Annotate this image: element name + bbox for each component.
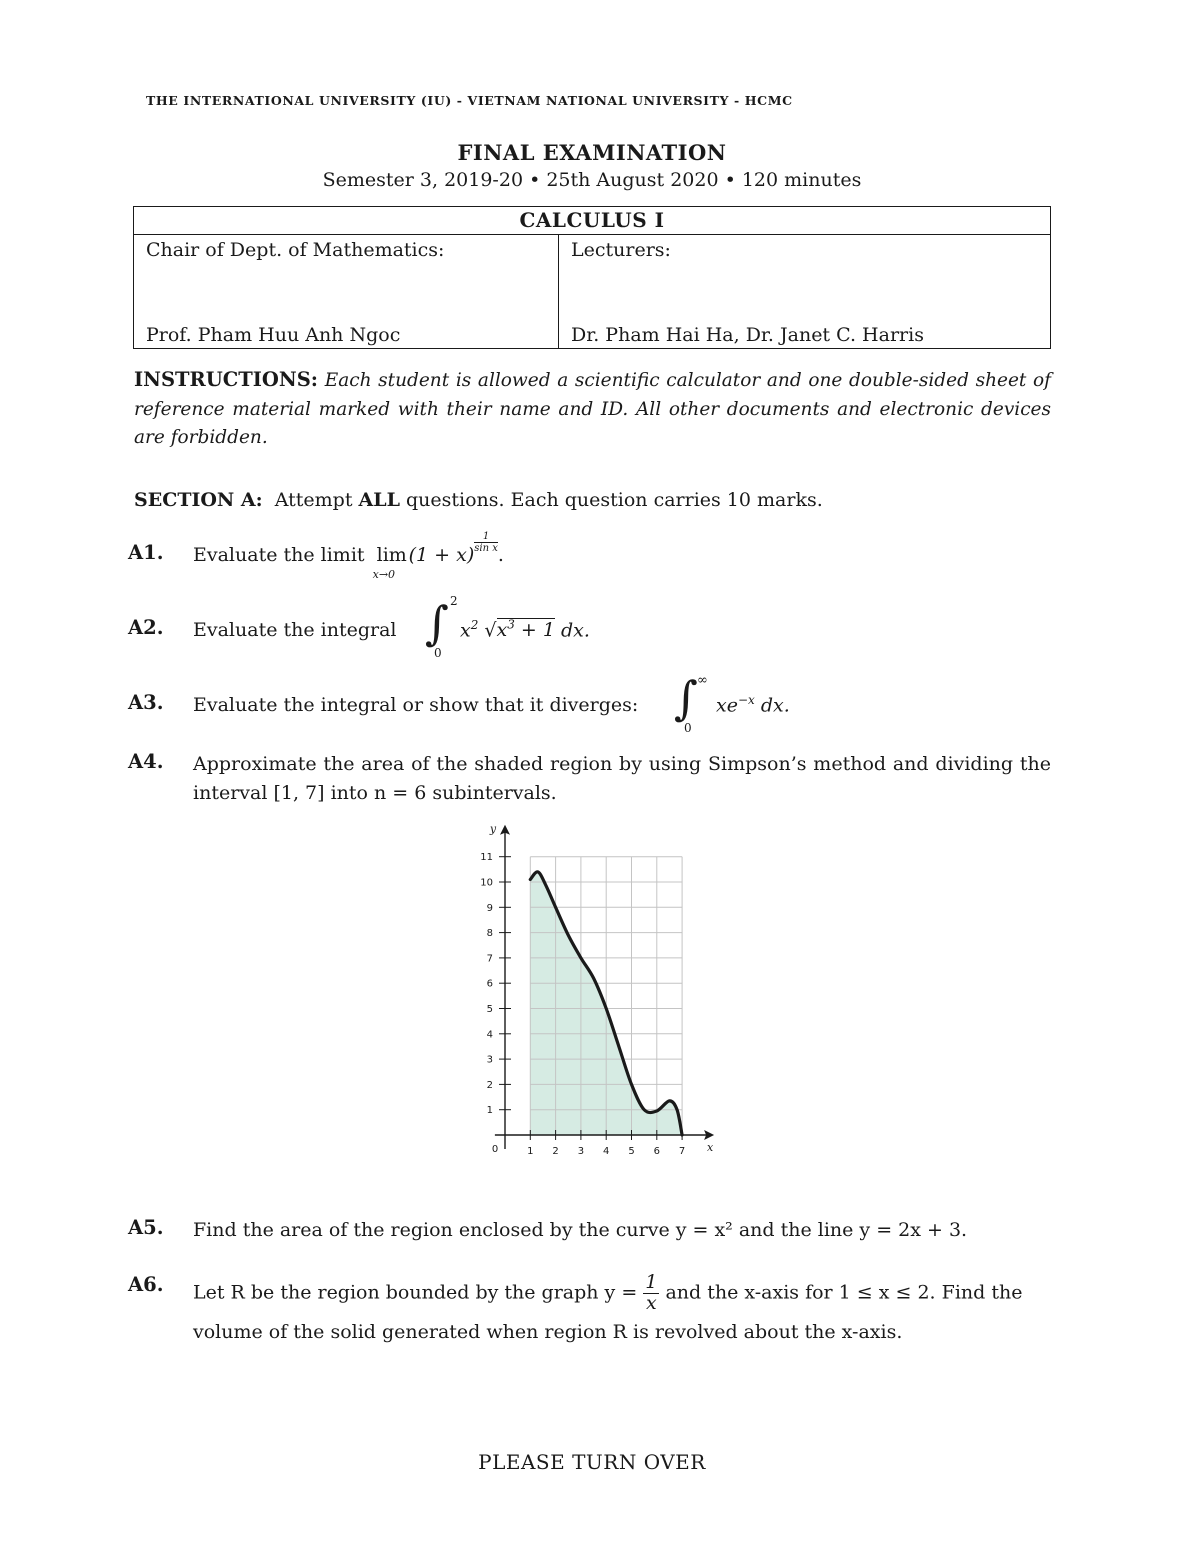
lecturers-names: Dr. Pham Hai Ha, Dr. Janet C. Harris (571, 324, 924, 346)
question-text: Find the area of the region enclosed by the curve y = x² and the line y = 2x + 3. (193, 1219, 968, 1241)
question-label: A1. (128, 541, 164, 564)
x-axis-label: x (706, 1141, 714, 1154)
instructions-text: Each student is allowed a scientific calculator and one double-sided sheet of reference material marked with their name and ID. All other documents and electronic devices are forbidden. (134, 370, 1051, 448)
y-tick-label: 3 (486, 1054, 493, 1066)
question-a3-text: Evaluate the integral or show that it diverges: (193, 694, 639, 716)
a1-tail: . (497, 544, 504, 566)
a6-text-a: Let R be the region bounded by the graph y = (193, 1281, 638, 1304)
y-tick-label: 6 (486, 978, 493, 990)
integrand-exp: −x (737, 693, 755, 707)
instructions-label: INSTRUCTIONS: (134, 368, 318, 391)
exponent-num: 1 (474, 531, 498, 543)
section-a-label: SECTION A: (134, 489, 263, 511)
x-tick-label: 3 (577, 1146, 585, 1157)
integrand (716, 693, 790, 716)
simpson-chart (470, 815, 730, 1165)
y-tick-label: 9 (486, 902, 493, 914)
integral-lower: 0 (434, 646, 442, 660)
x-tick-label: 4 (603, 1146, 610, 1157)
limit-operator: lim x→0 (377, 541, 427, 570)
exponent-den: sin x (474, 543, 498, 554)
integral-upper: ∞ (697, 673, 708, 688)
instructions (134, 366, 1051, 453)
integral-upper: 2 (450, 594, 458, 608)
lecturers-cell (559, 235, 1051, 349)
y-axis-label: y (489, 822, 497, 836)
lecturers-label: Lecturers: (571, 239, 671, 261)
integrand-tail: dx. (754, 694, 790, 717)
y-tick-label: 10 (480, 877, 493, 889)
question-text: Approximate the area of the shaded region by using Simpson’s method and dividing the interval [1, 7] into n = 6 subintervals. (193, 753, 1051, 804)
y-tick-label: 1 (486, 1105, 493, 1117)
x-tick-label: 6 (653, 1146, 660, 1157)
course-name: CALCULUS I (134, 207, 1051, 235)
course-info-box (133, 206, 1051, 349)
question-a1-text: Evaluate the limit (193, 544, 365, 566)
question-label: A6. (128, 1273, 164, 1296)
section-a-post: questions. Each question carries 10 marks. (406, 489, 823, 511)
chair-name: Prof. Pham Huu Anh Ngoc (146, 324, 401, 346)
integral-sign: ∫ (674, 671, 698, 725)
fraction-den: x (645, 1291, 657, 1314)
y-tick-label: 7 (486, 953, 493, 965)
limit-exponent (474, 531, 498, 554)
integral-sign: ∫ (425, 596, 449, 650)
integrand: $x^2$ $√x^3 + 1$ dx. (460, 618, 590, 642)
fraction-one-over-x (643, 1273, 659, 1314)
chair-label: Chair of Dept. of Mathematics: (146, 239, 445, 261)
integrand-base: xe (716, 694, 738, 717)
y-tick-label: 4 (486, 1029, 493, 1041)
question-text (193, 1273, 1051, 1350)
section-a-heading (134, 489, 823, 511)
limit-subscript: x→0 (372, 568, 396, 581)
x-tick-label: 5 (628, 1146, 635, 1157)
y-tick-label: 11 (480, 852, 493, 864)
integral-lower: 0 (684, 721, 692, 735)
fraction-num: 1 (645, 1271, 658, 1293)
x-tick-label: 7 (678, 1146, 686, 1157)
question-label: A4. (128, 750, 164, 773)
x-tick-label: 1 (527, 1146, 534, 1157)
exam-title: FINAL EXAMINATION (457, 140, 727, 165)
section-a-all: ALL (358, 489, 400, 511)
question-label: A5. (128, 1216, 164, 1239)
question-label: A2. (128, 616, 164, 639)
please-turn-over: PLEASE TURN OVER (478, 1450, 706, 1474)
question-text: Evaluate the limit lim x→0 (1 + x) $\frac{1}{\text{sin x}}$ . (193, 541, 1051, 570)
section-a-pre: Attempt (274, 489, 353, 511)
university-header: THE INTERNATIONAL UNIVERSITY (IU) - VIETNAM NATIONAL UNIVERSITY - HCMC (146, 93, 793, 108)
question-label: A3. (128, 691, 164, 714)
chair-cell (134, 235, 559, 349)
x-tick-label: 2 (552, 1146, 559, 1157)
y-tick-label: 8 (486, 928, 493, 940)
a6-text-b: and the x-axis for 1 ≤ x ≤ 2. Find the volume of the solid generated when region R is revolved about the x-axis. (193, 1281, 1023, 1343)
question-text (193, 616, 1051, 645)
question-a2-text: Evaluate the integral (193, 619, 397, 641)
origin-label: 0 (491, 1144, 499, 1155)
exam-subtitle: Semester 3, 2019-20 • 25th August 2020 • 120 minutes (322, 169, 862, 191)
question-text (193, 691, 1051, 720)
y-tick-label: 5 (486, 1004, 493, 1015)
y-tick-label: 2 (486, 1079, 493, 1091)
